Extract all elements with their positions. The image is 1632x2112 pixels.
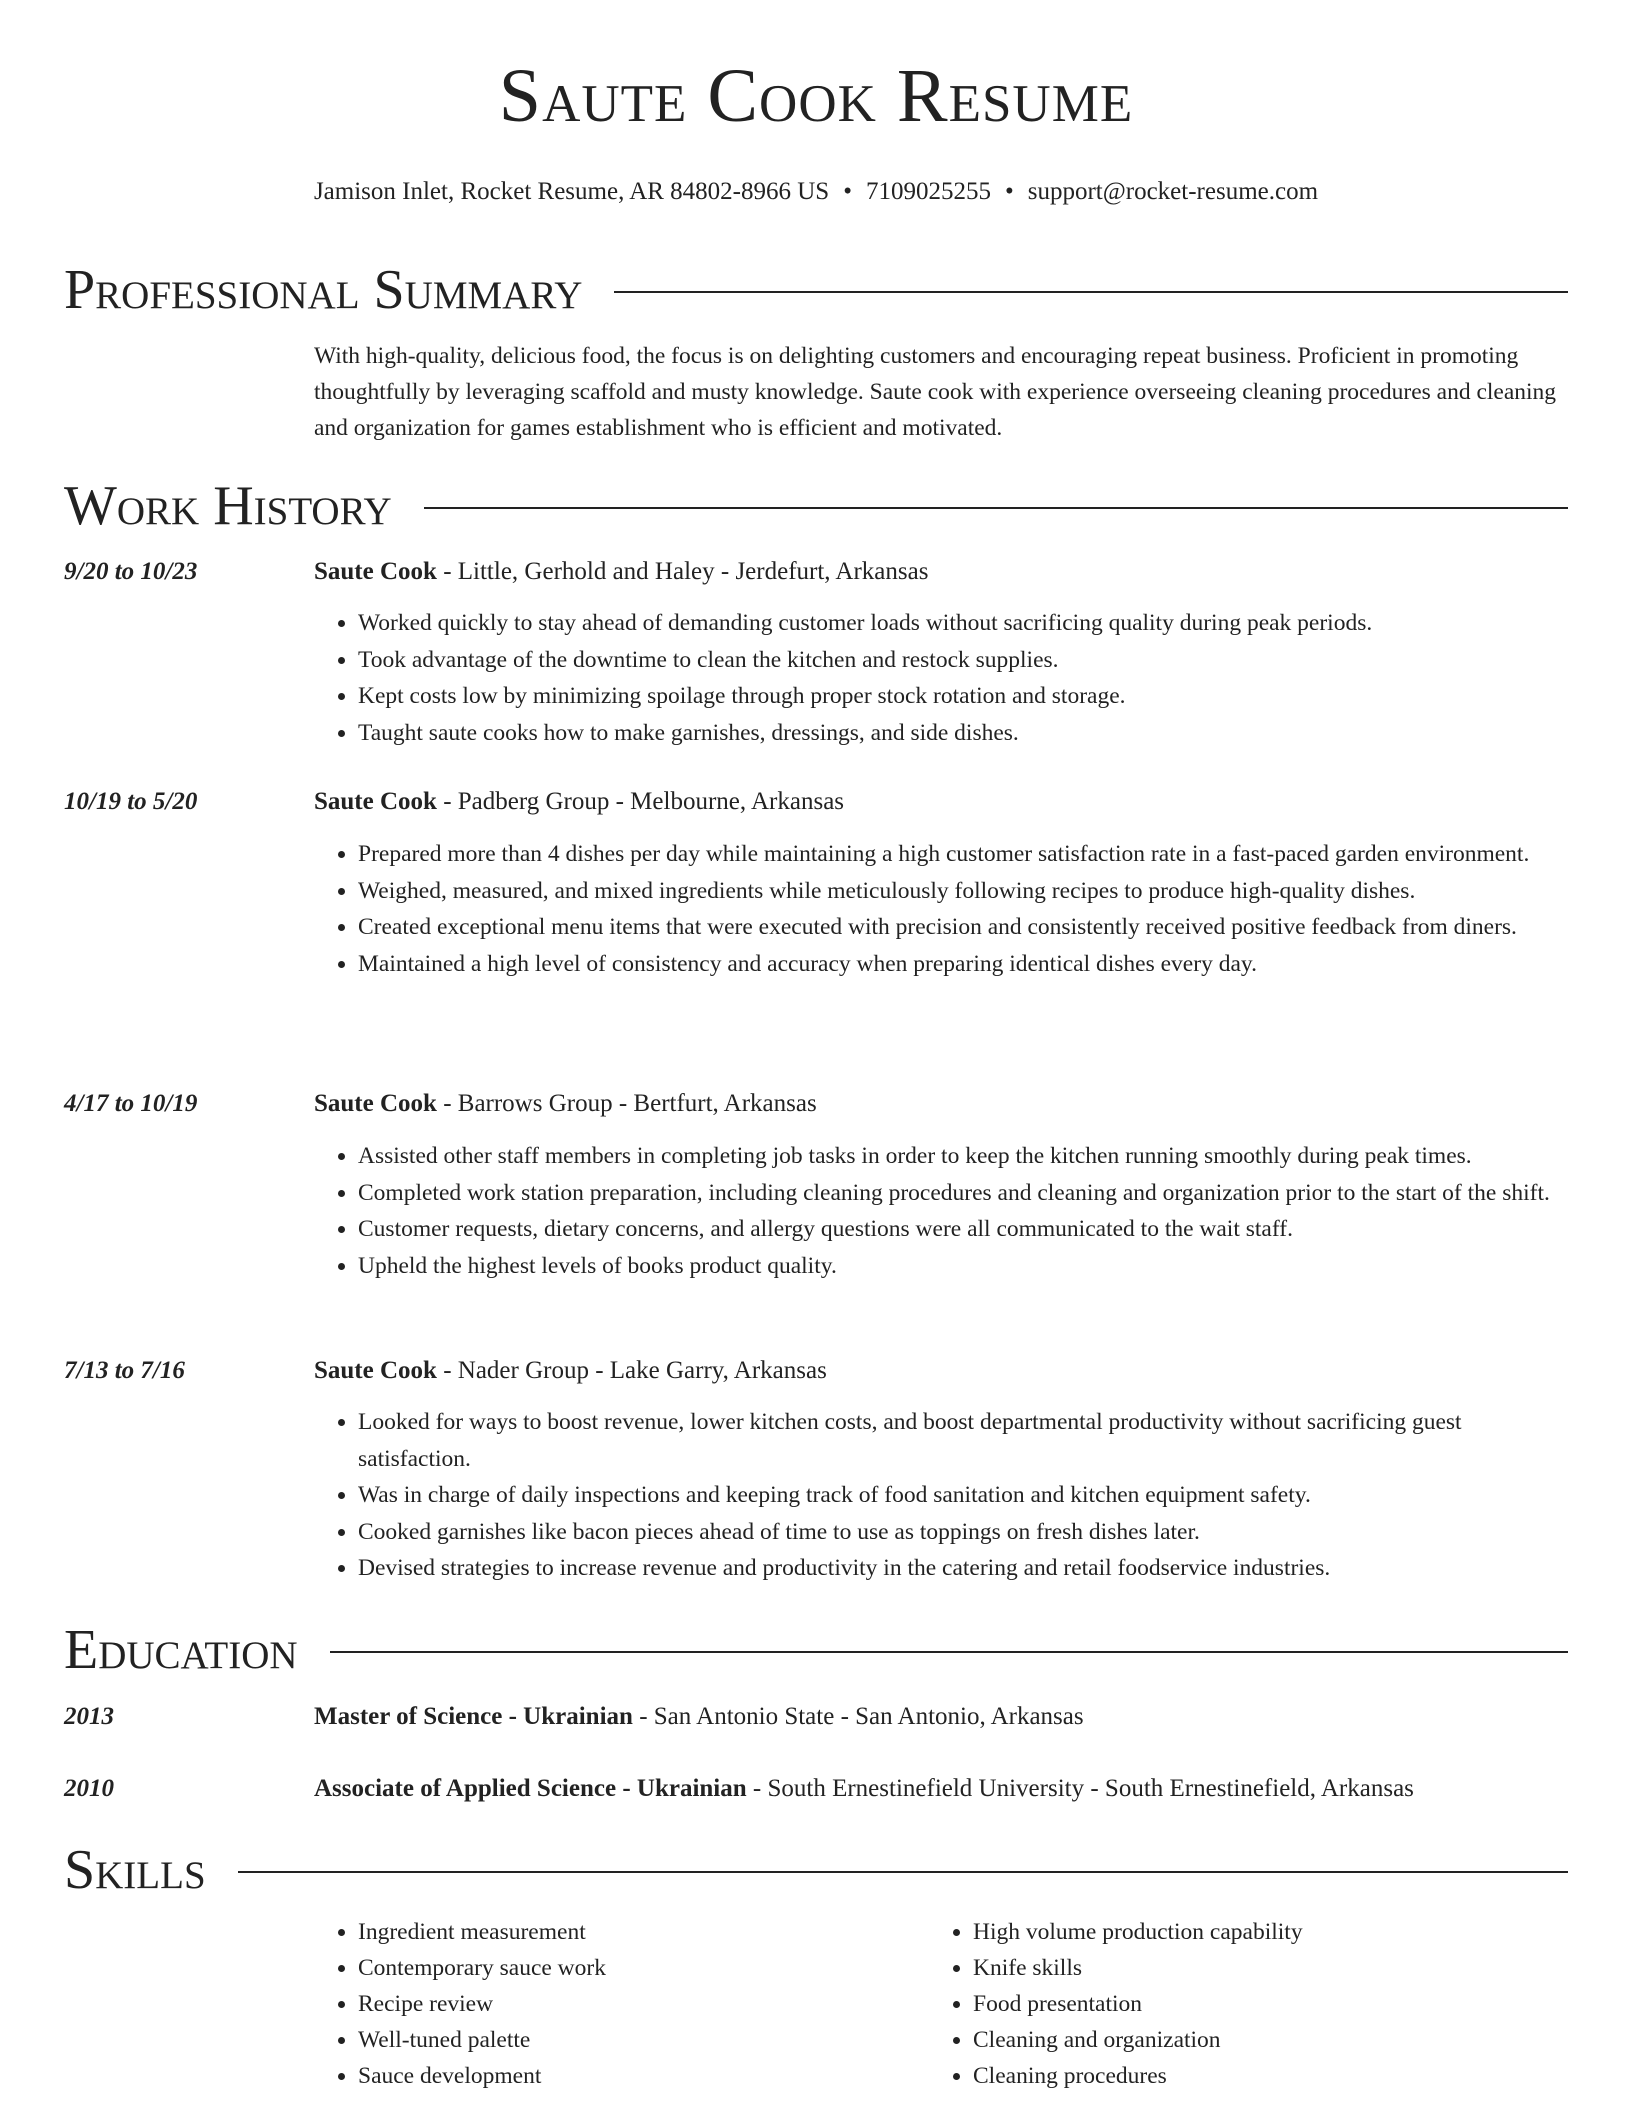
- list-item: • Weighed, measured, and mixed ingredients while meticulously following recipes to produce high-quality dishes.: [358, 873, 1572, 910]
- job-details: - Barrows Group - Bertfurt, Arkansas: [436, 1090, 817, 1117]
- education-heading: [314, 1701, 1572, 1733]
- section-divider: [238, 1871, 1568, 1873]
- skills-list-right: [929, 1914, 1573, 2094]
- list-item: • Completed work station preparation, including cleaning procedures and cleaning and organization prior to the start of the shift.: [358, 1175, 1572, 1212]
- section-divider: [614, 291, 1568, 293]
- job-dates: 10/19 to 5/20: [64, 788, 198, 815]
- list-item: • Kept costs low by minimizing spoilage through proper stock rotation and storage.: [358, 678, 1572, 715]
- job-details: - Little, Gerhold and Haley - Jerdefurt, Arkansas: [436, 558, 929, 585]
- section-header-summary: [64, 259, 1568, 321]
- job-bullets: [314, 1404, 1572, 1587]
- section-title-summary: Professional Summary: [64, 259, 583, 321]
- education-details: - South Ernestinefield University - South Ernestinefield, Arkansas: [746, 1775, 1414, 1802]
- job-bullets: [314, 605, 1572, 751]
- skill-item: • Food presentation: [973, 1986, 1573, 2022]
- job-details: - Padberg Group - Melbourne, Arkansas: [436, 788, 845, 815]
- section-header-education: [64, 1619, 1568, 1681]
- skills-list-left: [314, 1914, 918, 2094]
- list-item: • Worked quickly to stay ahead of demanding customer loads without sacrificing quality during peak periods.: [358, 605, 1572, 642]
- list-item: • Maintained a high level of consistency and accuracy when preparing identical dishes every day.: [358, 946, 1572, 983]
- contact-line: [0, 176, 1632, 208]
- section-title-work: Work History: [64, 475, 392, 537]
- list-item: • Customer requests, dietary concerns, and allergy questions were all communicated to the wait staff.: [358, 1211, 1572, 1248]
- job-heading: [314, 1355, 1572, 1387]
- contact-address: Jamison Inlet, Rocket Resume, AR 84802-8966 US: [313, 178, 830, 205]
- job-title: Saute Cook: [314, 788, 437, 815]
- skill-item: • Recipe review: [358, 1986, 918, 2022]
- job-bullets: [314, 1138, 1572, 1284]
- list-item: • Looked for ways to boost revenue, lower kitchen costs, and boost departmental productivity without sacrificing guest satisfaction.: [358, 1404, 1572, 1477]
- skill-item: • Ingredient measurement: [358, 1914, 918, 1950]
- list-item: • Cooked garnishes like bacon pieces ahead of time to use as toppings on fresh dishes later.: [358, 1514, 1572, 1551]
- skill-item: • Cleaning procedures: [973, 2058, 1573, 2094]
- section-divider: [330, 1651, 1568, 1653]
- job-title: Saute Cook: [314, 1090, 437, 1117]
- list-item: • Created exceptional menu items that were executed with precision and consistently received positive feedback from diners.: [358, 909, 1572, 946]
- education-year: 2013: [64, 1703, 114, 1730]
- list-item: • Taught saute cooks how to make garnishes, dressings, and side dishes.: [358, 715, 1572, 752]
- job-dates: 4/17 to 10/19: [64, 1090, 198, 1117]
- section-divider: [424, 507, 1568, 509]
- job-details: - Nader Group - Lake Garry, Arkansas: [436, 1357, 827, 1384]
- contact-email[interactable]: support@rocket-resume.com: [1027, 178, 1319, 205]
- section-title-skills: Skills: [64, 1839, 206, 1901]
- skill-item: • Sauce development: [358, 2058, 918, 2094]
- skill-item: • Cleaning and organization: [973, 2022, 1573, 2058]
- education-year: 2010: [64, 1775, 114, 1802]
- contact-separator: •: [843, 178, 852, 205]
- skill-item: • Well-tuned palette: [358, 2022, 918, 2058]
- list-item: • Assisted other staff members in completing job tasks in order to keep the kitchen running smoothly during peak times.: [358, 1138, 1572, 1175]
- list-item: • Was in charge of daily inspections and keeping track of food sanitation and kitchen equipment safety.: [358, 1477, 1572, 1514]
- education-degree: Associate of Applied Science - Ukrainian: [314, 1775, 747, 1802]
- skill-item: • Contemporary sauce work: [358, 1950, 918, 1986]
- contact-separator: •: [1004, 178, 1014, 205]
- skill-item: • Knife skills: [973, 1950, 1573, 1986]
- education-degree: Master of Science - Ukrainian: [314, 1703, 633, 1730]
- job-title: Saute Cook: [314, 558, 437, 585]
- job-heading: [314, 556, 1572, 588]
- job-heading: [314, 786, 1572, 818]
- section-header-skills: [64, 1839, 1568, 1901]
- list-item: • Upheld the highest levels of books product quality.: [358, 1248, 1572, 1285]
- job-title: Saute Cook: [314, 1357, 437, 1384]
- education-heading: [314, 1773, 1572, 1805]
- list-item: • Took advantage of the downtime to clean the kitchen and restock supplies.: [358, 642, 1572, 679]
- summary-paragraph: With high-quality, delicious food, the focus is on delighting customers and encouraging repeat business. Proficient in promoting thoughtfully by leveraging scaffold and musty knowledge. Saute cook with experience overseeing cleaning procedures and cleaning and organization for games establishment who is efficient and motivated.: [314, 343, 1557, 441]
- job-dates: 9/20 to 10/23: [64, 558, 198, 585]
- list-item: • Prepared more than 4 dishes per day while maintaining a high customer satisfaction rate in a fast-paced garden environment.: [358, 836, 1572, 873]
- job-dates: 7/13 to 7/16: [64, 1357, 185, 1384]
- section-header-work: [64, 475, 1568, 537]
- section-title-education: Education: [64, 1619, 298, 1681]
- job-bullets: [314, 836, 1572, 982]
- job-heading: [314, 1088, 1572, 1120]
- contact-phone: 7109025255: [865, 178, 991, 205]
- education-details: - San Antonio State - San Antonio, Arkansas: [632, 1703, 1084, 1730]
- list-item: • Devised strategies to increase revenue and productivity in the catering and retail foodservice industries.: [358, 1550, 1572, 1587]
- resume-title: Saute Cook Resume: [498, 54, 1134, 138]
- skill-item: • High volume production capability: [973, 1914, 1573, 1950]
